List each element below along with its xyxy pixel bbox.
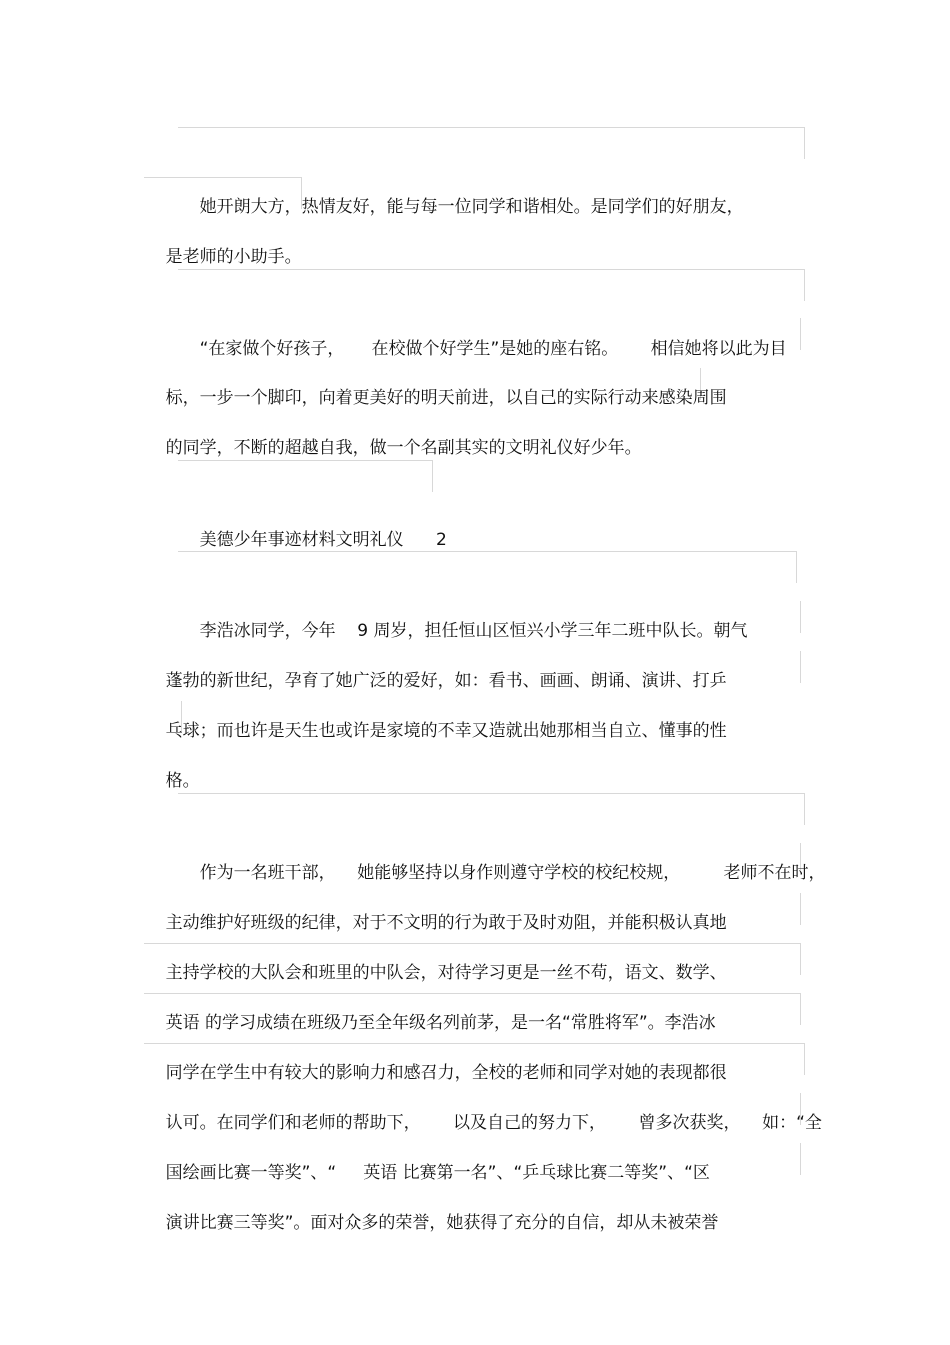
line-text: 蓬勃的新世纪，孕育了她广泛的爱好，如：看书、画画、朗诵、演讲、打乒	[165, 671, 727, 691]
section-heading	[178, 460, 447, 550]
line-text: 作为一名班干部， 她能够坚持以身作则遵守学校的校纪校规， 老师不在时，	[199, 863, 826, 883]
line-text: 英语 的学习成绩在班级乃至全年级名列前茅，是一名“常胜将军”。李浩冰	[165, 1013, 716, 1033]
line-text: 主动维护好班级的纪律，对于不文明的行为敢于及时劝阻，并能积极认真地	[165, 913, 727, 933]
paragraph-line	[178, 551, 748, 641]
paragraph-line	[178, 127, 744, 217]
text-frame	[178, 460, 433, 492]
line-text: 认可。在同学们和老师的帮助下， 以及自己的努力下， 曾多次获奖， 如：“全	[165, 1113, 822, 1133]
line-text: “在家做个好孩子， 在校做个好学生”是她的座右铭。 相信她将以此为目	[199, 339, 787, 359]
line-text: 国绘画比赛一等奖”、“ 英语 比赛第一名”、“乒乓球比赛二等奖”、“区	[165, 1163, 710, 1183]
line-text: 标，一步一个脚印，向着更美好的明天前进，以自己的实际行动来感染周围	[165, 388, 727, 408]
line-text: 的同学，不断的超越自我，做一个名副其实的文明礼仪好少年。	[165, 438, 642, 458]
heading-text: 美德少年事迹材料文明礼仪 2	[199, 530, 447, 550]
line-text: 李浩冰同学，今年 9 周岁，担任恒山区恒兴小学三年二班中队长。朝气	[199, 621, 748, 641]
line-text: 她开朗大方，热情友好，能与每一位同学和谐相处。是同学们的好朋友，	[199, 197, 744, 217]
paragraph-line	[178, 269, 787, 359]
line-text: 主持学校的大队会和班里的中队会，对待学习更是一丝不苟，语文、数学、	[165, 963, 727, 983]
line-text: 同学在学生中有较大的影响力和感召力，全校的老师和同学对她的表现都很	[165, 1063, 727, 1083]
text-frame	[178, 793, 805, 825]
line-text: 乓球；而也许是天生也或许是家境的不幸又造就出她那相当自立、懂事的性	[165, 721, 727, 741]
text-frame	[178, 269, 805, 301]
line-text: 演讲比赛三等奖”。面对众多的荣誉，她获得了充分的自信，却从未被荣誉	[165, 1213, 719, 1233]
text-frame	[178, 551, 797, 583]
line-text: 是老师的小助手。	[165, 247, 302, 267]
paragraph-line	[178, 793, 826, 883]
text-frame	[178, 127, 805, 159]
line-text: 格。	[165, 771, 200, 791]
